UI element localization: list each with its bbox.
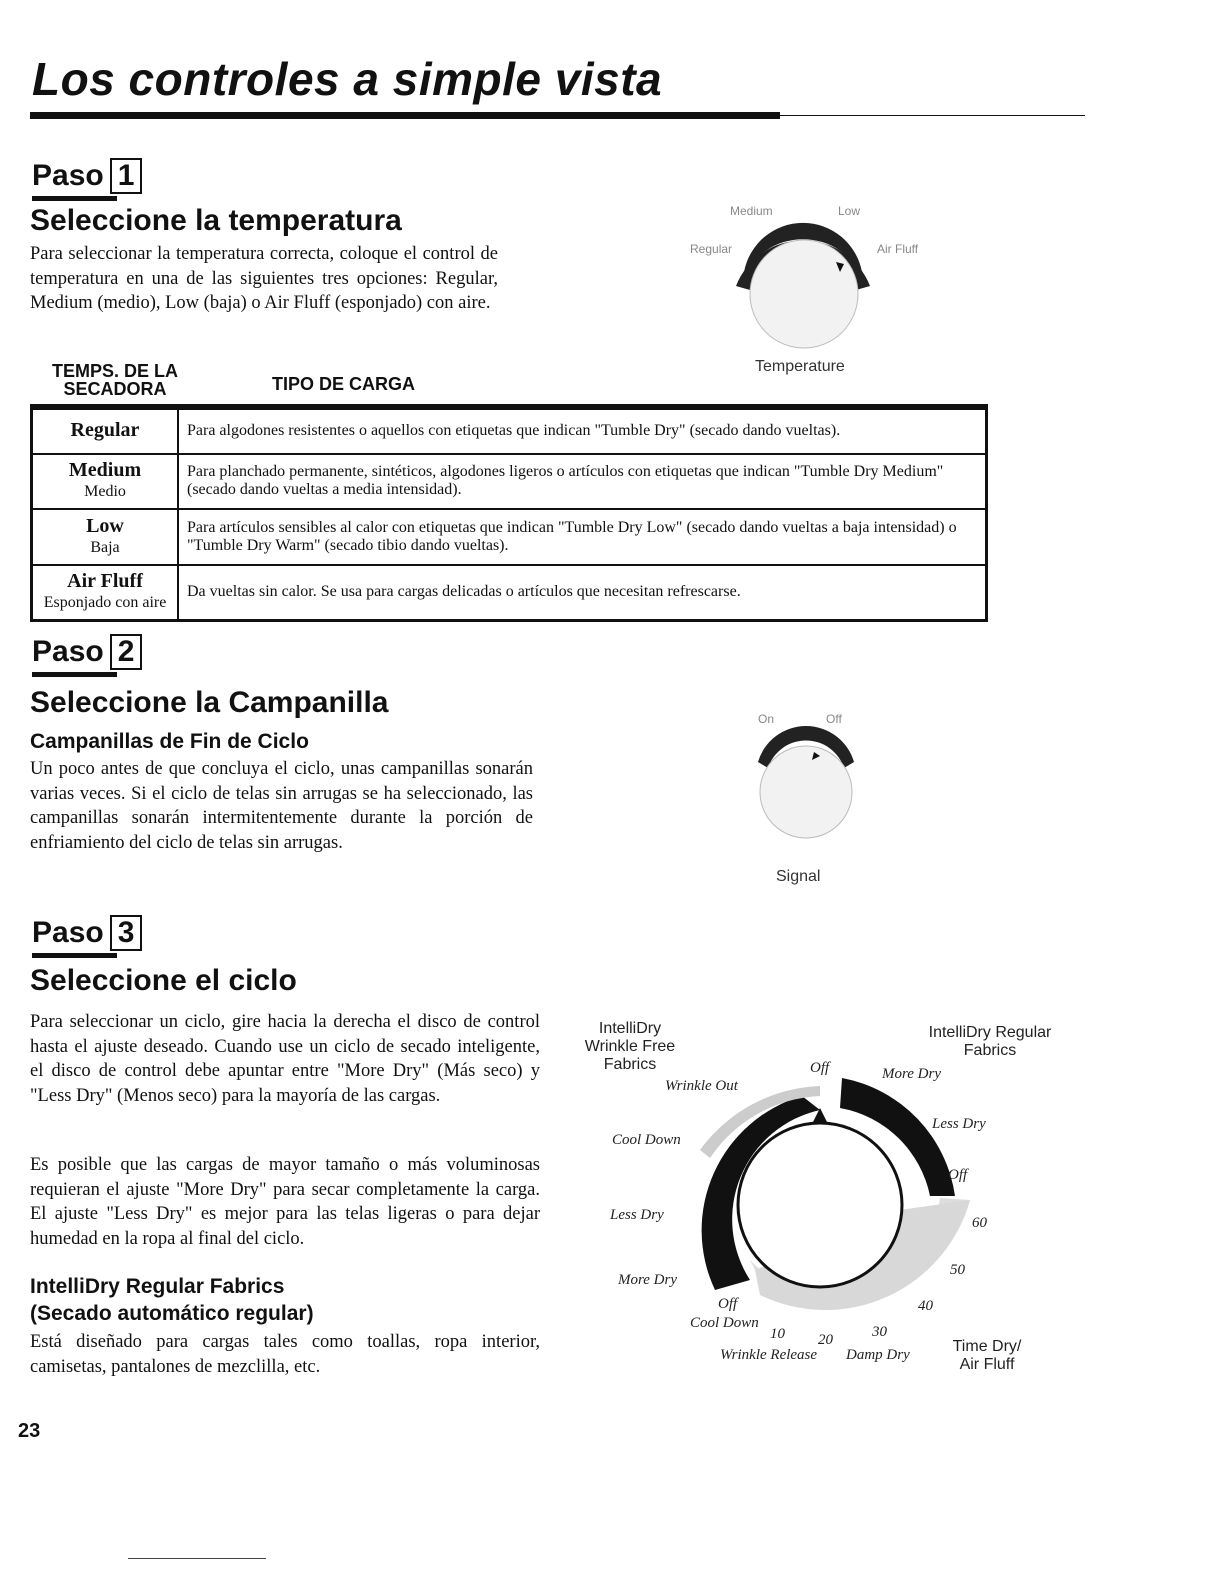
paso-text: Paso [32, 159, 104, 192]
footer-rule [128, 1558, 266, 1559]
cycle-dial [570, 1010, 1070, 1380]
step2-subheading: Campanillas de Fin de Ciclo [30, 730, 309, 753]
table-header-temp: TEMPS. DE LA SECADORA [51, 361, 178, 399]
step3-subheading1: IntelliDry Regular Fabrics [30, 1275, 285, 1298]
step-number: 1 [110, 158, 143, 194]
temperature-dial-graphic [680, 200, 930, 350]
setting-less-dry[interactable]: Less Dry [932, 1116, 986, 1132]
step3-label [32, 915, 142, 958]
step3-heading: Seleccione el ciclo [30, 964, 297, 997]
setting-60[interactable]: 60 [972, 1215, 987, 1231]
step-number: 3 [110, 915, 143, 951]
table-header-load: TIPO DE CARGA [272, 374, 416, 394]
underline [32, 953, 117, 958]
paso-text: Paso [32, 635, 104, 668]
row-name: Low [86, 514, 124, 537]
row-desc: Da vueltas sin calor. Se usa para cargas delicadas o artículos que necesitan refrescarse. [178, 565, 987, 621]
row-sub: Esponjado con aire [43, 594, 167, 612]
underline [32, 196, 117, 201]
row-desc: Para algodones resistentes o aquellos con etiquetas que indican "Tumble Dry" (secado dando vueltas). [178, 409, 987, 454]
dial-label-air-fluff: Air Fluff [877, 242, 919, 256]
row-sub: Medio [84, 483, 126, 500]
table-row [32, 454, 987, 509]
dial-label-medium: Medium [730, 204, 773, 218]
step2-heading: Seleccione la Campanilla [30, 686, 389, 719]
group-label-time-dry: Time Dry/ Air Fluff [952, 1338, 1022, 1373]
signal-dial [740, 712, 870, 892]
row-desc: Para planchado permanente, sintéticos, algodones ligeros o artículos con etiquetas que indican "Tumble Dry Medium" (secado dando vueltas a media intensidad). [178, 454, 987, 509]
row-name: Regular [70, 419, 140, 442]
temperature-dial [680, 200, 930, 380]
group-label-wrinkle-free: IntelliDry Wrinkle Free Fabrics [584, 1020, 676, 1073]
group-label-regular: IntelliDry Regular Fabrics [928, 1024, 1052, 1059]
step1-label [32, 158, 142, 201]
step3-body2: Es posible que las cargas de mayor tamaño o más voluminosas requieran el ajuste "More Dry" para secar completamente la carga. El ajuste "Less Dry" es mejor para las telas ligeras o para dejar humedad en la ropa al final del ciclo. [30, 1155, 540, 1249]
title-rule [30, 112, 780, 119]
row-desc: Para artículos sensibles al calor con etiquetas que indican "Tumble Dry Low" (secado dando vueltas a baja intensidad) o "Tumble Dry Warm" (secado tibio dando vueltas). [178, 509, 987, 565]
table-row [32, 409, 987, 454]
step2-label [32, 634, 142, 677]
underline [32, 672, 117, 677]
setting-wrinkle-release[interactable]: Wrinkle Release [720, 1347, 818, 1363]
step1-body: Para seleccionar la temperatura correcta, coloque el control de temperatura en una de las siguientes tres opciones: Regular, Medium (medio), Low (baja) o Air Fluff (esponjado) con aire. [30, 244, 498, 313]
setting-40[interactable]: 40 [918, 1298, 933, 1314]
setting-wrinkle-out[interactable]: Wrinkle Out [665, 1078, 738, 1094]
title-rule-thin [780, 115, 1085, 116]
table-row [32, 565, 987, 621]
signal-dial-graphic [740, 712, 870, 852]
table-row [32, 509, 987, 565]
dial-label-regular: Regular [690, 242, 733, 256]
page-title: Los controles a simple vista [32, 53, 663, 105]
step3-body3: Está diseñado para cargas tales como toallas, ropa interior, camisetas, pantalones de mezclilla, etc. [30, 1332, 540, 1377]
row-sub: Baja [90, 538, 120, 556]
dial-caption: Signal [776, 868, 821, 885]
dial-label-low: Low [838, 204, 861, 218]
setting-cool-down[interactable]: Cool Down [690, 1315, 759, 1331]
step1-heading: Seleccione la temperatura [30, 204, 402, 237]
dial-label-off: Off [826, 712, 842, 726]
setting-20[interactable]: 20 [818, 1332, 833, 1348]
setting-off[interactable]: Off [810, 1060, 830, 1076]
row-name: Medium [68, 459, 142, 481]
step-number: 2 [110, 634, 143, 670]
setting-off[interactable]: Off [948, 1167, 968, 1183]
paso-text: Paso [32, 916, 104, 949]
temperature-table [30, 407, 988, 622]
setting-30[interactable]: 30 [872, 1324, 887, 1340]
setting-damp-dry[interactable]: Damp Dry [846, 1347, 910, 1363]
step2-body: Un poco antes de que concluya el ciclo, unas campanillas sonarán varias veces. Si el ciclo de telas sin arrugas se ha seleccionado, las campanillas sonarán intermitentemente durante la porción de enfriamiento del ciclo de telas sin arrugas. [30, 759, 533, 853]
setting-50[interactable]: 50 [950, 1262, 965, 1278]
setting-cool-down[interactable]: Cool Down [612, 1132, 681, 1148]
setting-off[interactable]: Off [718, 1296, 738, 1312]
row-name: Air Fluff [67, 570, 143, 593]
step3-subheading2: (Secado automático regular) [30, 1302, 314, 1325]
setting-more-dry[interactable]: More Dry [618, 1272, 678, 1288]
setting-less-dry[interactable]: Less Dry [610, 1207, 664, 1223]
dial-caption: Temperature [755, 358, 845, 375]
step3-body1: Para seleccionar un ciclo, gire hacia la derecha el disco de control hasta el ajuste deseado. Cuando use un ciclo de secado inteligente, el disco de control debe apuntar entre "More Dry" (Más seco) y "Less Dry" (Menos seco) para la mayoría de las cargas. [30, 1012, 540, 1106]
dial-label-on: On [758, 712, 775, 726]
setting-more-dry[interactable]: More Dry [882, 1066, 942, 1082]
page-number: 23 [18, 1420, 41, 1442]
setting-10[interactable]: 10 [770, 1326, 785, 1342]
